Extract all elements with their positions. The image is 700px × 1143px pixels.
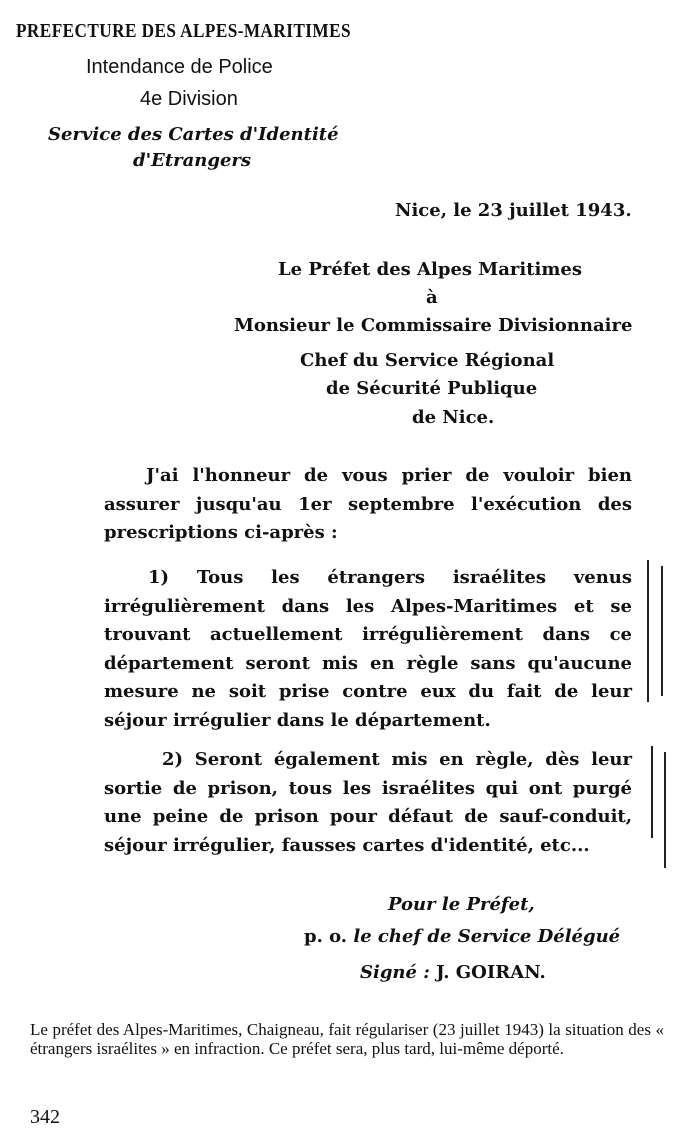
letterhead-service-line1: Service des Cartes d'Identité — [48, 124, 339, 145]
letterhead-prefecture: PREFECTURE DES ALPES-MARITIMES — [16, 20, 351, 42]
signature-signe-line — [360, 962, 546, 983]
letter-date: Nice, le 23 juillet 1943. — [395, 200, 632, 221]
signature-signe: Signé : — [360, 962, 430, 983]
margin-mark — [664, 752, 666, 868]
page-number: 342 — [30, 1106, 60, 1128]
body-point-1: 1) Tous les étrangers israélites venus irrégulièrement dans les Alpes-Maritimes et se trouvant actuellement irrégulièrement dans ce département seront mis en règle sans qu'aucune mesure ne soit prise contre eux du fait de leur séjour irrégulier dans le département. — [104, 567, 632, 731]
address-from: Le Préfet des Alpes Maritimes — [278, 259, 582, 280]
letterhead-service-line2: d'Etrangers — [133, 150, 252, 171]
address-title3: de Nice. — [412, 407, 495, 428]
address-to-word: à — [426, 287, 438, 308]
body-point-2: 2) Seront également mis en règle, dès leur sortie de prison, tous les israélites qui ont purgé une peine de prison pour défaut de sauf-conduit, séjour irrégulier, fausses cartes d'identité, etc... — [104, 749, 632, 856]
margin-mark — [661, 566, 663, 696]
margin-mark — [647, 560, 649, 702]
letterhead-division: 4e Division — [140, 88, 238, 110]
address-title2: de Sécurité Publique — [326, 378, 538, 399]
signature-name: J. GOIRAN. — [436, 962, 546, 983]
address-recipient: Monsieur le Commissaire Divisionnaire — [234, 315, 633, 336]
signature-po: p. o. — [304, 926, 348, 947]
margin-mark — [651, 746, 653, 838]
signature-pour: Pour le Préfet, — [388, 894, 535, 915]
signature-chef: le chef de Service Délégué — [353, 926, 621, 947]
letterhead-intendance: Intendance de Police — [86, 56, 273, 78]
signature-chef-line — [304, 926, 620, 947]
body-intro: J'ai l'honneur de vous prier de vouloir bien assurer jusqu'au 1er septembre l'exécution des prescriptions ci-après : — [104, 465, 632, 543]
address-title1: Chef du Service Régional — [300, 350, 555, 371]
figure-caption: Le préfet des Alpes-Maritimes, Chaigneau, fait régulariser (23 juillet 1943) la situation des « étrangers israélites » en infraction. Ce préfet sera, plus tard, lui-même déporté. — [30, 1020, 664, 1058]
